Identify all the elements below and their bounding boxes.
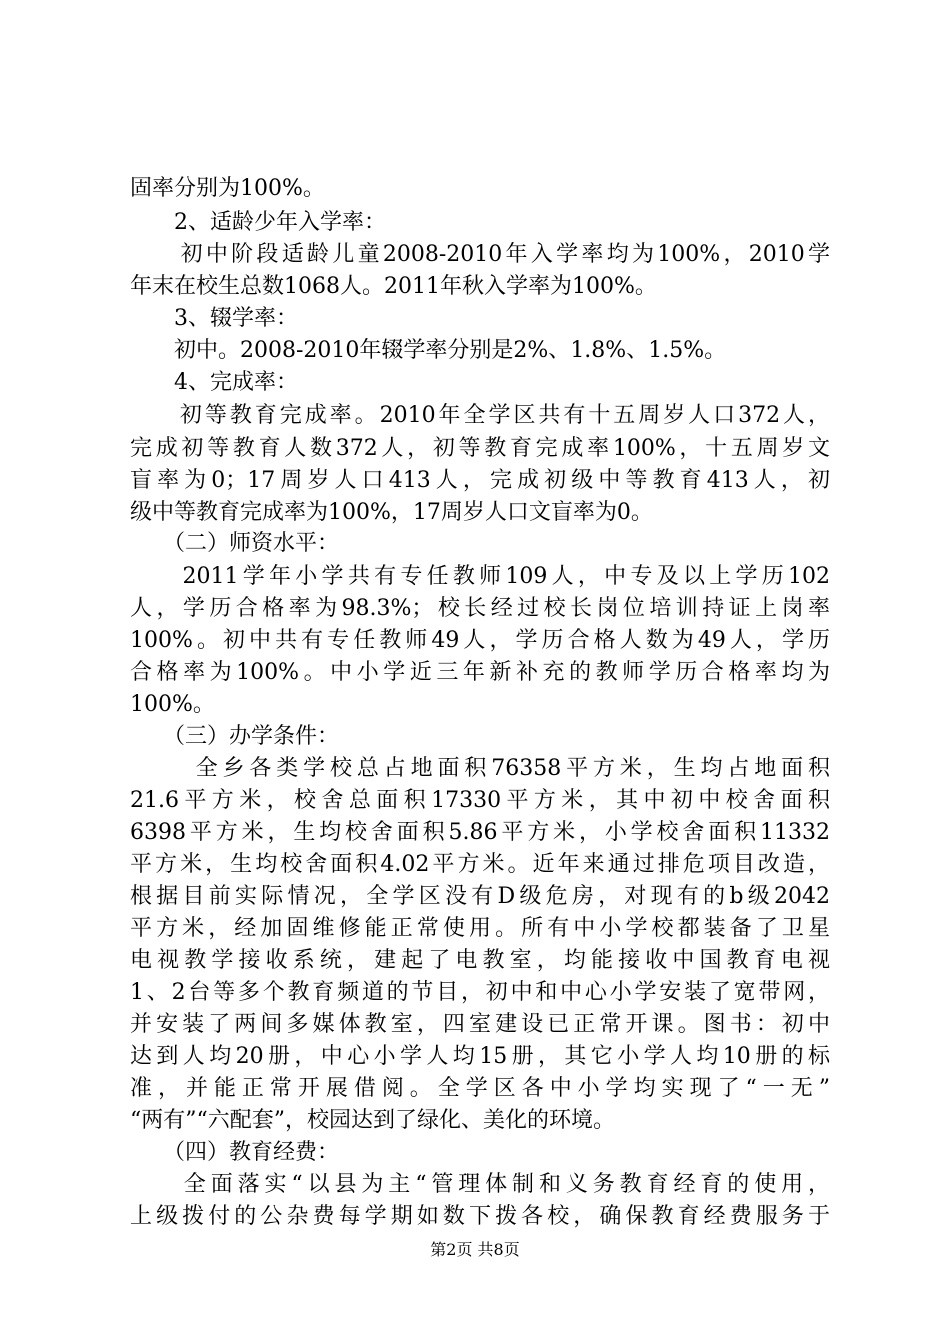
text-line: 100%。初中共有专任教师49人，学历合格人数为49人，学历	[130, 628, 830, 653]
text-line: 年末在校生总数1068人。2011年秋入学率为100%。	[130, 274, 657, 299]
text-line: 全面落实“以县为主“管理体制和义务教育经育的使用，	[130, 1172, 830, 1197]
text-line: （三）办学条件：	[130, 724, 340, 749]
text-line: 准，并能正常开展借阅。全学区各中小学均实现了“一无”	[130, 1076, 830, 1101]
text-line: 并安装了两间多媒体教室，四室建设已正常开课。图书：初中	[130, 1012, 830, 1037]
text-line: 固率分别为100%。	[130, 176, 325, 201]
text-line: 人，学历合格率为98.3%；校长经过校长岗位培训持证上岗率	[130, 596, 830, 621]
text-line: 1、2台等多个教育频道的节目，初中和中心小学安装了宽带网，	[130, 980, 830, 1005]
text-line: 平方米，经加固维修能正常使用。所有中小学校都装备了卫星	[130, 916, 830, 941]
text-line: （四）教育经费：	[130, 1140, 340, 1165]
page-footer	[0, 1240, 950, 1260]
text-line: 电视教学接收系统，建起了电教室，均能接收中国教育电视	[130, 948, 830, 973]
text-line: 2011学年小学共有专任教师109人，中专及以上学历102	[130, 564, 830, 589]
text-line: 上级拨付的公杂费每学期如数下拨各校，确保教育经费服务于	[130, 1204, 830, 1229]
text-line: 初等教育完成率。2010年全学区共有十五周岁人口372人，	[130, 403, 830, 428]
text-line: 级中等教育完成率为100%，17周岁人口文盲率为0。	[130, 500, 653, 525]
page-number-label: 第2页 共8页	[430, 1240, 520, 1259]
text-line: 全乡各类学校总占地面积76358平方米，生均占地面积	[130, 756, 830, 781]
text-line: 合格率为100%。中小学近三年新补充的教师学历合格率均为	[130, 660, 830, 685]
text-line: 2、适龄少年入学率：	[130, 210, 386, 235]
text-line: 6398平方米，生均校舍面积5.86平方米，小学校舍面积11332	[130, 820, 830, 845]
text-line: 21.6平方米，校舍总面积17330平方米，其中初中校舍面积	[130, 788, 830, 813]
text-line: 平方米，生均校舍面积4.02平方米。近年来通过排危项目改造，	[130, 852, 830, 877]
text-line: 盲率为0；17周岁人口413人，完成初级中等教育413人，初	[130, 468, 830, 493]
text-line: 初中。2008-2010年辍学率分别是2%、1.8%、1.5%。	[130, 338, 727, 363]
text-line: （二）师资水平：	[130, 531, 340, 556]
text-line: 完成初等教育人数372人，初等教育完成率100%，十五周岁文	[130, 436, 830, 461]
text-line: “两有”“六配套”，校园达到了绿化、美化的环境。	[130, 1108, 615, 1133]
text-line: 100%。	[130, 692, 215, 717]
text-line: 3、辍学率：	[130, 306, 298, 331]
text-line: 达到人均20册，中心小学人均15册，其它小学人均10册的标	[130, 1044, 830, 1069]
text-line: 初中阶段适龄儿童2008-2010年入学率均为100%，2010学	[130, 242, 830, 267]
text-line: 4、完成率：	[130, 370, 298, 395]
text-line: 根据目前实际情况，全学区没有D级危房，对现有的b级2042	[130, 884, 830, 909]
